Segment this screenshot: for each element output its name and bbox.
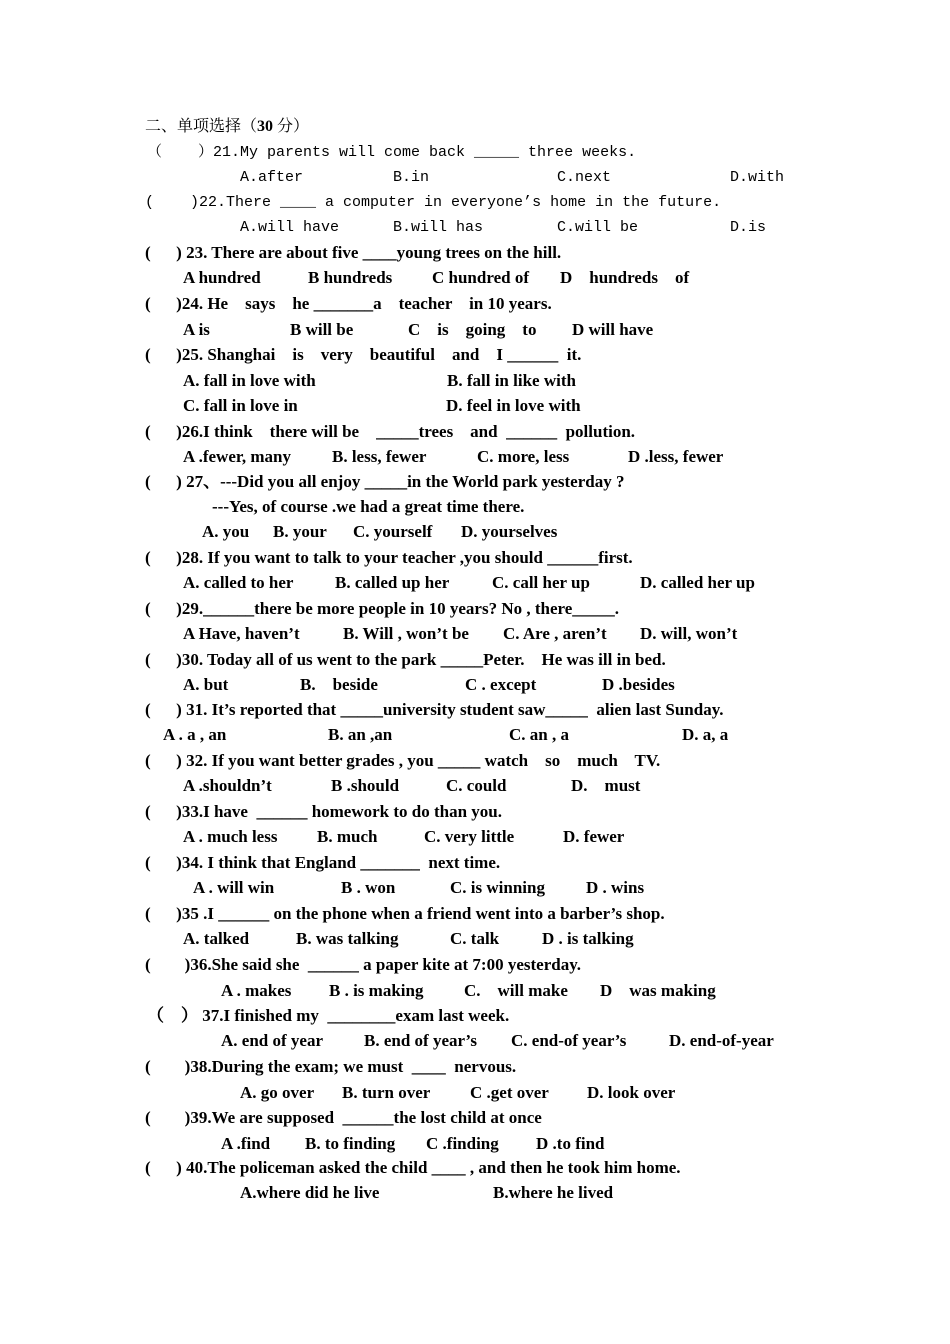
section-title-suffix: 分）	[273, 118, 310, 135]
section-title-score: 30	[257, 118, 274, 135]
question-23-option-a: A hundred	[183, 268, 261, 287]
question-29-stem: ( )29.______there be more people in 10 years? No , there_____.	[145, 599, 620, 618]
question-36-option-b: B . is making	[329, 981, 424, 1000]
question-39-option-b: B. to finding	[305, 1134, 396, 1153]
question-38-stem: ( )38.During the exam; we must ____ nervous.	[145, 1057, 517, 1076]
question-34-option-c: C. is winning	[450, 878, 545, 897]
question-39-option-a: A .find	[221, 1134, 271, 1153]
section-title-prefix: 二、单项选择（	[145, 118, 258, 135]
question-40-stem: ( ) 40.The policeman asked the child ____ , and then he took him home.	[145, 1158, 681, 1177]
question-30-stem: ( )30. Today all of us went to the park _____Peter. He was ill in bed.	[145, 650, 666, 669]
question-32-stem: ( ) 32. If you want better grades , you _____ watch so much TV.	[145, 751, 661, 770]
question-35-stem: ( )35 .I ______ on the phone when a friend went into a barber’s shop.	[145, 904, 665, 923]
question-26-stem: ( )26.I think there will be _____trees and ______ pollution.	[145, 422, 636, 441]
question-23-option-b: B hundreds	[308, 268, 393, 287]
question-32-option-a: A .shouldn’t	[183, 776, 272, 795]
question-21-stem: （ ）21.My parents will come back _____ three weeks.	[147, 144, 637, 161]
question-36-option-c: C. will make	[464, 981, 568, 1000]
question-35-option-a: A. talked	[183, 929, 250, 948]
question-31-stem: ( ) 31. It’s reported that _____university student saw_____ alien last Sunday.	[145, 700, 724, 719]
question-24-option-d: D will have	[572, 320, 654, 339]
question-28-option-c: C. call her up	[492, 573, 590, 592]
question-27-option-d: D. yourselves	[461, 522, 558, 541]
question-38-option-d: D. look over	[587, 1083, 676, 1102]
question-26-option-a: A .fewer, many	[183, 447, 291, 466]
question-23-stem: ( ) 23. There are about five ____young trees on the hill.	[145, 243, 562, 262]
question-28-option-a: A. called to her	[183, 573, 294, 592]
question-23-option-c: C hundred of	[432, 268, 529, 287]
question-39-option-c: C .finding	[426, 1134, 499, 1153]
question-33-option-a: A . much less	[183, 827, 278, 846]
question-30-option-a: A. but	[183, 675, 229, 694]
question-32-option-c: C. could	[446, 776, 507, 795]
question-22-option-d: D.is	[730, 219, 767, 236]
question-38-option-c: C .get over	[470, 1083, 549, 1102]
question-30-option-b: B. beside	[300, 675, 378, 694]
question-24-option-a: A is	[183, 320, 210, 339]
question-31-option-c: C. an , a	[509, 725, 569, 744]
question-37-option-a: A. end of year	[221, 1031, 323, 1050]
question-35-option-d: D . is talking	[542, 929, 634, 948]
section-title	[145, 116, 309, 138]
question-33-option-d: D. fewer	[563, 827, 625, 846]
question-24-option-b: B will be	[290, 320, 354, 339]
question-30-option-c: C . except	[465, 675, 537, 694]
question-36-stem: ( )36.She said she ______ a paper kite at 7:00 yesterday.	[145, 955, 582, 974]
question-24-option-c: C is going to	[408, 320, 537, 339]
question-29-option-c: C. Are , aren’t	[503, 624, 607, 643]
question-28-option-d: D. called her up	[640, 573, 755, 592]
question-27-option-a: A. you	[202, 522, 250, 541]
question-22-option-b: B.will has	[393, 219, 484, 236]
question-22-option-a: A.will have	[240, 219, 340, 236]
question-34-option-a: A . will win	[193, 878, 275, 897]
question-25-option-b: B. fall in like with	[447, 371, 576, 390]
question-33-option-c: C. very little	[424, 827, 515, 846]
question-27-option-b: B. your	[273, 522, 327, 541]
question-28-stem: ( )28. If you want to talk to your teacher ,you should ______first.	[145, 548, 633, 567]
question-26-option-d: D .less, fewer	[628, 447, 724, 466]
question-39-stem: ( )39.We are supposed ______the lost child at once	[145, 1108, 542, 1127]
question-26-option-c: C. more, less	[477, 447, 570, 466]
question-30-option-d: D .besides	[602, 675, 675, 694]
question-22-option-c: C.will be	[557, 219, 639, 236]
question-27-stem: ( ) 27、---Did you all enjoy _____in the World park yesterday ?	[145, 472, 625, 491]
question-29-option-a: A Have, haven’t	[183, 624, 300, 643]
question-25-option-a: A. fall in love with	[183, 371, 316, 390]
question-39-option-d: D .to find	[536, 1134, 605, 1153]
question-32-option-b: B .should	[331, 776, 400, 795]
question-38-option-b: B. turn over	[342, 1083, 431, 1102]
question-29-option-d: D. will, won’t	[640, 624, 738, 643]
question-21-option-a: A.after	[240, 169, 304, 186]
question-21-option-d: D.with	[730, 169, 785, 186]
question-25-option-c: C. fall in love in	[183, 396, 298, 415]
question-36-option-d: D was making	[600, 981, 716, 1000]
question-35-option-c: C. talk	[450, 929, 500, 948]
question-26-option-b: B. less, fewer	[332, 447, 427, 466]
question-35-option-b: B. was talking	[296, 929, 399, 948]
question-33-option-b: B. much	[317, 827, 378, 846]
question-29-option-b: B. Will , won’t be	[343, 624, 469, 643]
question-31-option-b: B. an ,an	[328, 725, 393, 744]
question-31-option-d: D. a, a	[682, 725, 729, 744]
question-24-stem: ( )24. He says he _______a teacher in 10 years.	[145, 294, 552, 313]
question-34-option-b: B . won	[341, 878, 396, 897]
question-25-option-d: D. feel in love with	[446, 396, 581, 415]
question-31-option-a: A . a , an	[163, 725, 227, 744]
question-32-option-d: D. must	[571, 776, 641, 795]
question-38-option-a: A. go over	[240, 1083, 315, 1102]
question-33-stem: ( )33.I have ______ homework to do than you.	[145, 802, 503, 821]
question-21-option-b: B.in	[393, 169, 430, 186]
question-27-option-c: C. yourself	[353, 522, 433, 541]
question-40-option-b: B.where he lived	[493, 1183, 614, 1202]
question-34-option-d: D . wins	[586, 878, 645, 897]
question-40-option-a: A.where did he live	[240, 1183, 380, 1202]
question-37-option-b: B. end of year’s	[364, 1031, 477, 1050]
question-25-stem: ( )25. Shanghai is very beautiful and I ______ it.	[145, 345, 582, 364]
question-37-stem: （ ） 37.I finished my ________exam last week.	[147, 1006, 510, 1025]
question-34-stem: ( )34. I think that England _______ next time.	[145, 853, 501, 872]
question-36-option-a: A . makes	[221, 981, 292, 1000]
question-37-option-c: C. end-of year’s	[511, 1031, 627, 1050]
question-22-stem: ( )22.There ____ a computer in everyone’s home in the future.	[145, 194, 722, 211]
question-23-option-d: D hundreds of	[560, 268, 690, 287]
question-21-option-c: C.next	[557, 169, 612, 186]
question-28-option-b: B. called up her	[335, 573, 450, 592]
question-37-option-d: D. end-of-year	[669, 1031, 774, 1050]
question-27-stem-reply: ---Yes, of course .we had a great time there.	[212, 497, 525, 516]
